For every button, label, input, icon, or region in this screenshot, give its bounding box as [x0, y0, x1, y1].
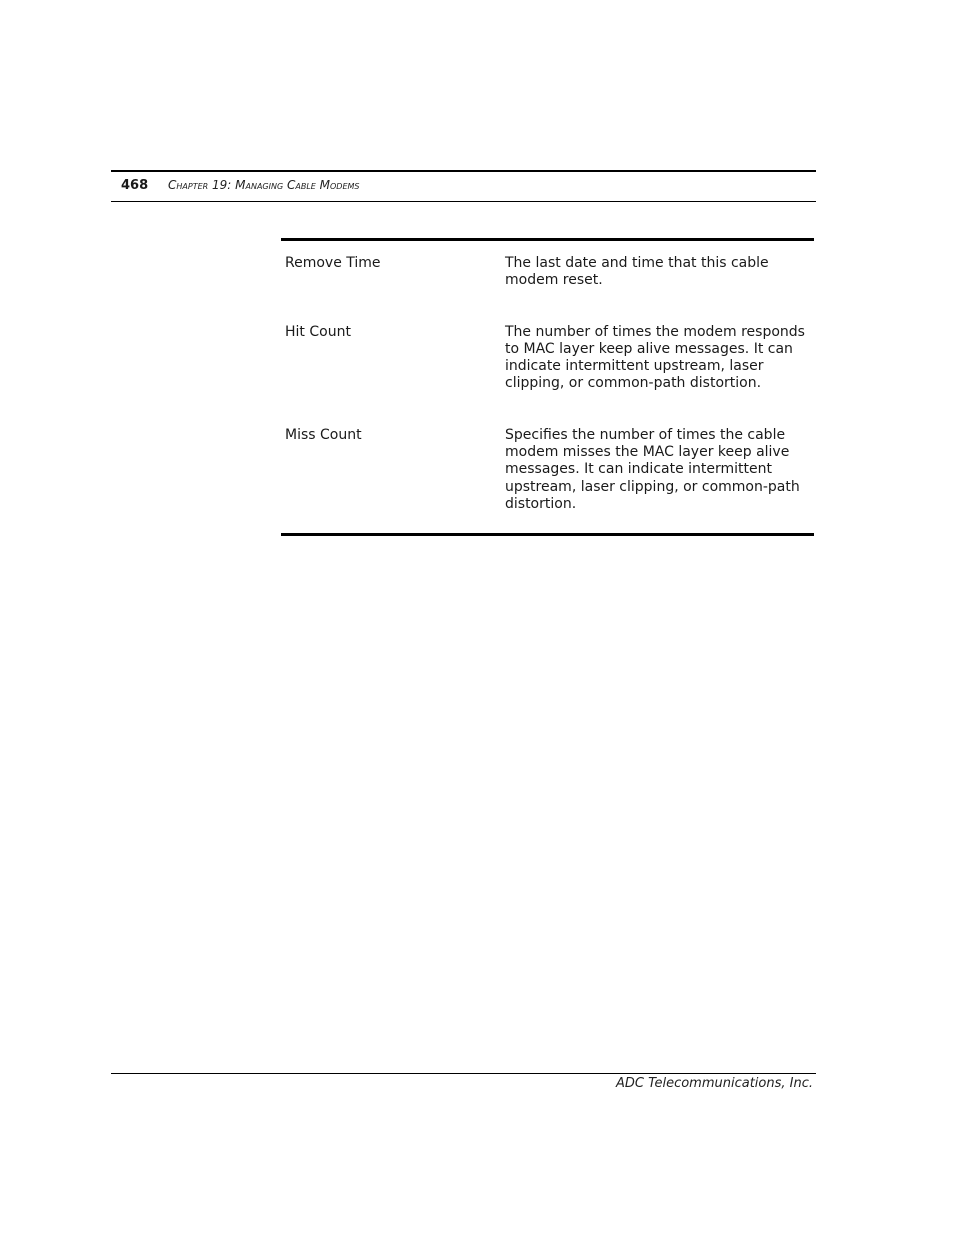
footer-company: ADC Telecommunications, Inc. [616, 1076, 813, 1091]
page-number: 468 [121, 178, 149, 193]
table-row [281, 255, 814, 290]
footer-rule [111, 1073, 816, 1074]
term-cell: Miss Count [285, 426, 362, 443]
description-cell: The number of times the modem responds to MAC layer keep alive messages. It can indicate intermittent upstream, laser clipping, or common-path distortion. [505, 323, 805, 392]
header-bottom-rule [111, 201, 816, 202]
running-head: Chapter 19: Managing Cable Modems [168, 178, 360, 192]
term-cell: Remove Time [285, 255, 381, 271]
definition-table [281, 238, 814, 536]
table-row [281, 427, 814, 513]
header-top-rule [111, 170, 816, 172]
table-row [281, 324, 814, 393]
description-cell: Specifies the number of times the cable modem misses the MAC layer keep alive messages. It can indicate intermittent upstream, laser clipping, or common-path distortion. [505, 426, 800, 512]
description-cell: The last date and time that this cable modem reset. [505, 255, 769, 289]
term-cell: Hit Count [285, 323, 351, 340]
